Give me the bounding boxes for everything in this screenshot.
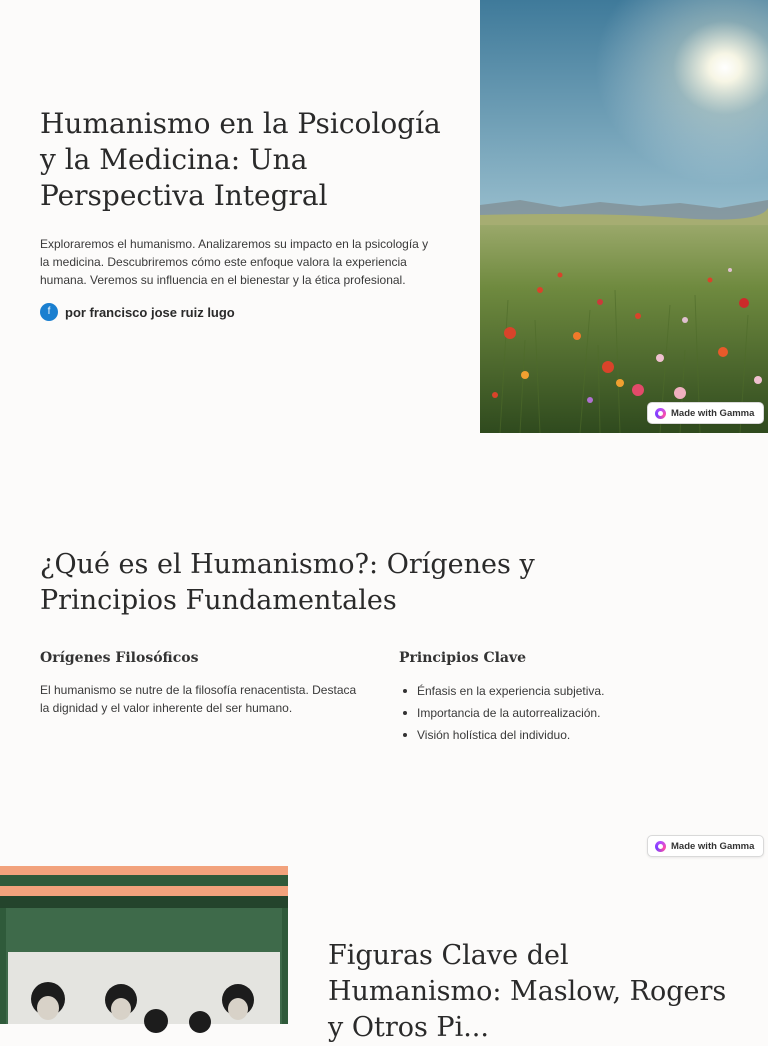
left-column-text: El humanismo se nutre de la filosofía renacentista. Destaca la dignidad y el valor inherente del ser humano. <box>40 683 357 715</box>
left-column-heading: Orígenes Filosóficos <box>40 650 199 666</box>
portrait-poster-image <box>0 866 288 1024</box>
slide-humanism-origins <box>0 433 768 866</box>
avatar: f <box>40 303 58 321</box>
slide-title-heading: Humanismo en la Psicología y la Medicina: Una Perspectiva Integral <box>40 107 441 212</box>
principles-list <box>400 680 604 746</box>
badge-label: Made with Gamma <box>671 840 755 852</box>
hero-landscape-image <box>480 0 768 433</box>
badge-label: Made with Gamma <box>671 407 755 419</box>
meadow-illustration <box>480 0 768 433</box>
list-item: Importancia de la autorrealización. <box>400 702 604 724</box>
gamma-logo-icon <box>655 841 666 852</box>
slide-description: Exploraremos el humanismo. Analizaremos su impacto en la psicología y la medicina. Descubriremos cómo este enfoque valora la experiencia humana. Veremos su influencia en el bienestar y la ética profesional. <box>40 237 429 287</box>
right-column-heading: Principios Clave <box>399 650 527 666</box>
gamma-logo-icon <box>655 408 666 419</box>
slide-key-figures <box>0 866 768 1043</box>
list-item: Visión holística del individuo. <box>400 724 604 746</box>
list-item: Énfasis en la experiencia subjetiva. <box>400 680 604 702</box>
made-with-gamma-badge[interactable] <box>647 402 764 424</box>
slide-heading: Figuras Clave del Humanismo: Maslow, Rogers y Otros Pi... <box>328 940 727 1043</box>
author-byline[interactable] <box>40 303 235 321</box>
made-with-gamma-badge[interactable] <box>647 835 764 857</box>
group-portrait-illustration <box>0 866 288 1024</box>
author-name: por francisco jose ruiz lugo <box>65 304 235 320</box>
slide-heading: ¿Qué es el Humanismo?: Orígenes y Principios Fundamentales <box>40 549 535 616</box>
slide-title <box>0 0 768 433</box>
